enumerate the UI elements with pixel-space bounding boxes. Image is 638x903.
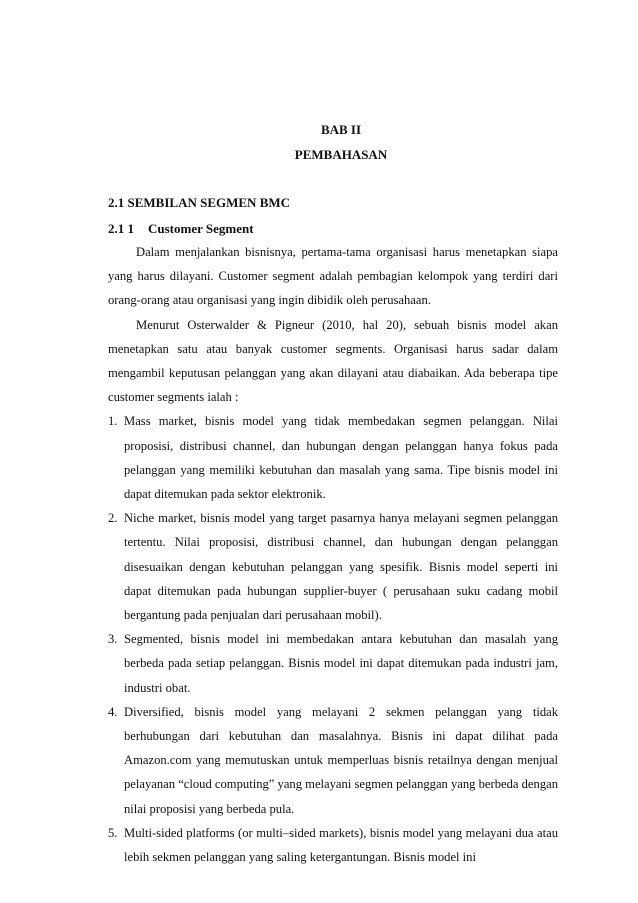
subsection-title: Customer Segment — [148, 221, 254, 236]
list-item-text: Mass market, bisnis model yang tidak membedakan segmen pelanggan. Nilai proposisi, distribusi channel, dan hubungan dengan pelanggan hanya fokus pada pelanggan yang memiliki kebutuhan dan masalah yang sama. Tipe bisnis model ini dapat ditemukan pada sektor elektronik. — [124, 414, 558, 502]
list-item-number: 5. — [108, 825, 118, 840]
list-item-text: Diversified, bisnis model yang melayani 2 sekmen pelanggan yang tidak berhubungan dari kebutuhan dan masalahnya. Bisnis ini dapat dilihat pada Amazon.com yang memutuskan untuk memperluas bisnis retailnya dengan menjual pelayanan “cloud computing” yang melayani segmen pelanggan yang berbeda dengan nilai proposisi yang berbeda pula. — [124, 704, 558, 816]
section-heading: 2.1 SEMBILAN SEGMEN BMC — [108, 195, 291, 210]
list-item-text: Niche market, bisnis model yang target pasarnya hanya melayani segmen pelanggan tertentu. Nilai proposisi, distribusi channel, dan hubungan dengan pelanggan disesuaikan dengan kebutuhan pelanggan yang spesifik. Bisnis model seperti ini dapat ditemukan pada hubungan supplier-buyer ( perusahaan suku cadang mobil bergantung pada penjualan dari perusahaan mobil). — [124, 511, 558, 623]
list-item — [108, 700, 558, 821]
paragraph: Menurut Osterwalder & Pigneur (2010, hal 20), sebuah bisnis model akan menetapkan satu atau banyak customer segments. Organisasi harus sadar dalam mengambil keputusan pelanggan yang akan dilayani atau diabaikan. Ada beberapa tipe customer segments ialah : — [108, 317, 558, 405]
list-item-text: Multi-sided platforms (or multi–sided markets), bisnis model yang melayani dua atau lebih sekmen pelanggan yang saling ketergantungan. Bisnis model ini — [124, 825, 558, 865]
list-item-number: 4. — [108, 704, 118, 719]
list-item — [108, 627, 558, 700]
list-item-number: 3. — [108, 632, 118, 647]
list-item-text: Segmented, bisnis model ini membedakan antara kebutuhan dan masalah yang berbeda pada setiap pelanggan. Bisnis model ini dapat ditemukan pada industri jam, industri obat. — [124, 632, 558, 695]
customer-segment-list — [108, 409, 558, 869]
list-item — [108, 409, 558, 506]
list-item — [108, 506, 558, 627]
chapter-number: BAB II — [320, 122, 362, 137]
subsection-heading — [108, 219, 558, 239]
chapter-title: PEMBAHASAN — [294, 147, 388, 162]
list-item — [108, 821, 558, 869]
subsection-number: 2.1 1 — [108, 221, 134, 236]
list-item-number: 2. — [108, 511, 118, 526]
list-item-number: 1. — [108, 414, 118, 429]
paragraph: Dalam menjalankan bisnisnya, pertama-tama organisasi harus menetapkan siapa yang harus dilayani. Customer segment adalah pembagian kelompok yang terdiri dari orang-orang atau organisasi yang ingin dibidik oleh perusahaan. — [108, 245, 558, 308]
